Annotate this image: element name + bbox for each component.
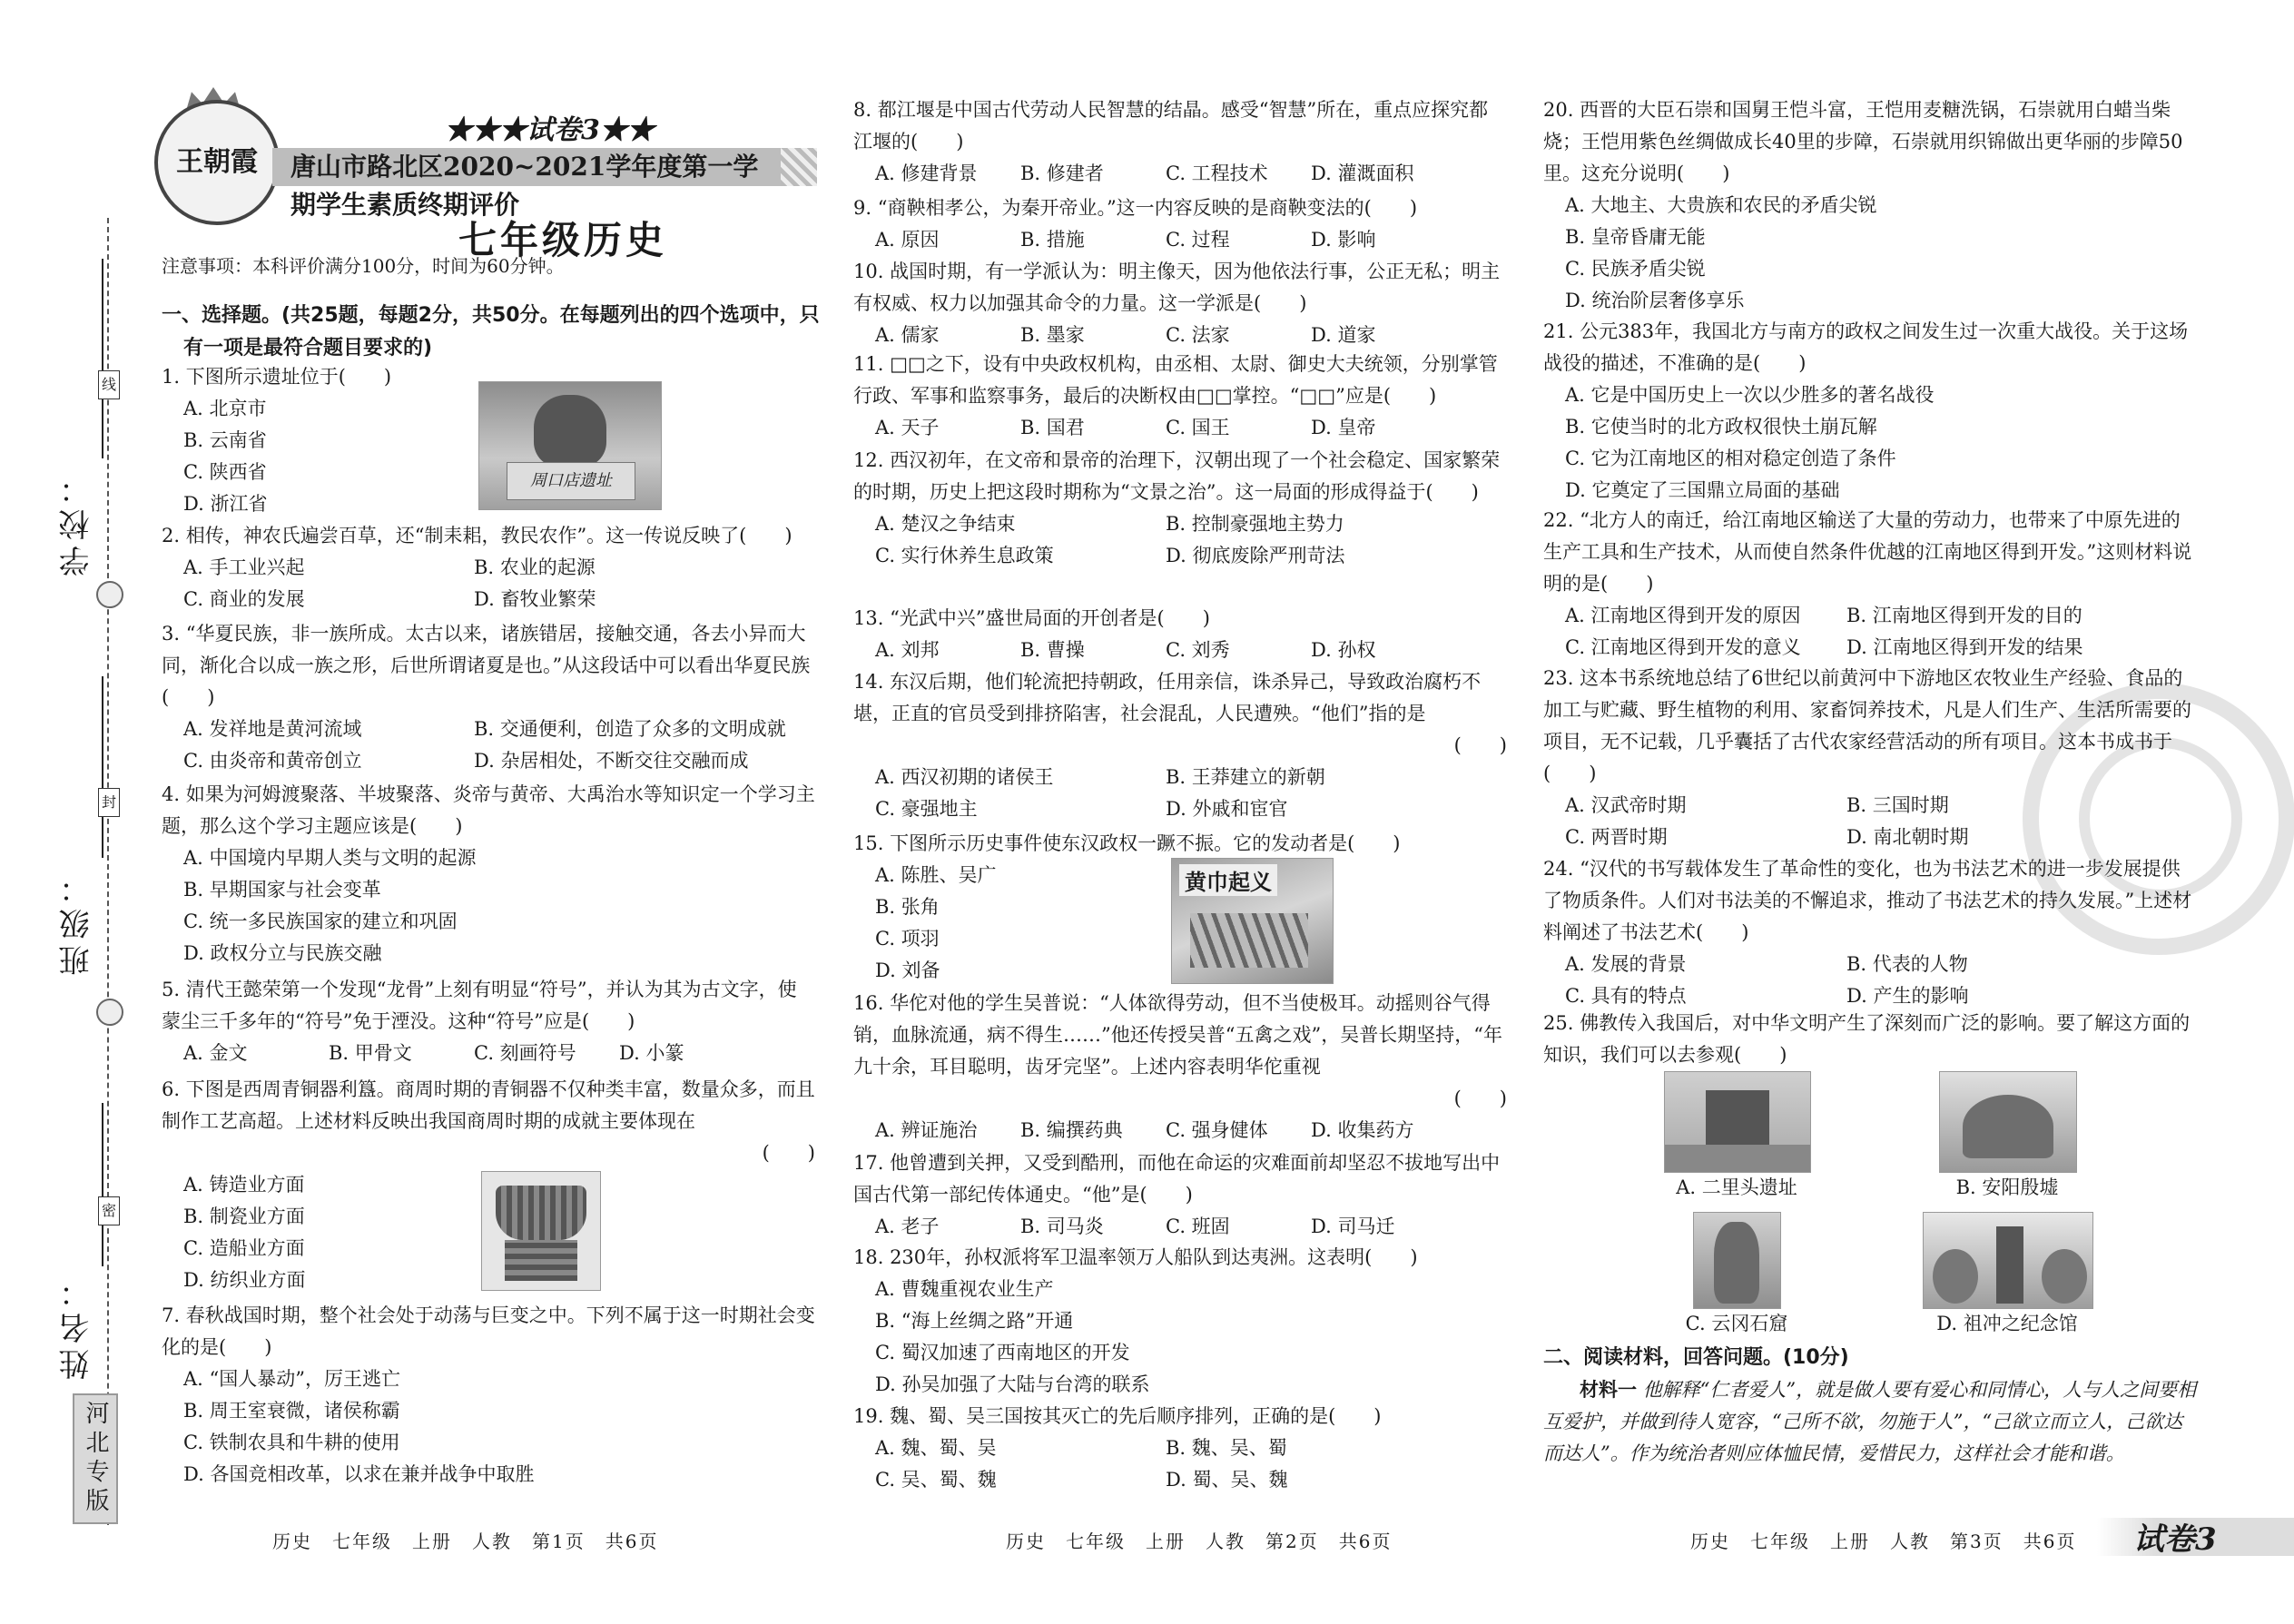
yellow-turban-painting: [1171, 858, 1334, 984]
notice: 注意事项：本科评价满分100分，时间为60分钟。: [162, 255, 565, 277]
question-stem: 12. 西汉初年，在文帝和景帝的治理下，汉朝出现了一个社会稳定、国家繁荣的时期，历史上把这段时期称为“文景之治”。这一局面的形成得益于( ): [853, 449, 1501, 503]
option: D. 产生的影响: [1846, 985, 1969, 1007]
option: B. 制瓷业方面: [183, 1206, 305, 1227]
option: B. 早期国家与社会变革: [183, 879, 381, 901]
option: A. 修建背景: [875, 162, 978, 184]
option: D. 各国竞相改革，以求在兼并战争中取胜: [183, 1463, 535, 1485]
binding-hole-icon: [96, 581, 123, 608]
option: D. 刘备: [875, 960, 940, 981]
option: C. 国王: [1166, 417, 1230, 438]
option: A. 铸造业方面: [183, 1174, 305, 1196]
option: A. 中国境内早期人类与文明的起源: [183, 847, 477, 869]
question-stem: 18. 230年，孙权派将军卫温率领万人船队到达夷洲。这表明( ): [853, 1246, 1418, 1268]
option: B. 三国时期: [1846, 794, 1949, 816]
question-stem: 23. 这本书系统地总结了6世纪以前黄河中下游地区农牧业生产经验、食品的加工与贮藏、野生植物的利用、家畜饲养技术，凡是人们生产、生活所需要的项目，无不记载，几乎囊括了古代农家经营活动的所有项目。这本书成书于( ): [1543, 667, 2191, 784]
answer-paren: ( ): [1453, 734, 1507, 756]
question-stem: 4. 如果为河姆渡聚落、半坡聚落、炎帝与黄帝、大禹治水等知识定一个学习主题，那么这个学习主题应该是( ): [162, 783, 815, 837]
option: A. 儒家: [875, 324, 940, 346]
question-stem: 11. □□之下，设有中央政权机构，由丞相、太尉、御史大夫统领，分别掌管行政、军事和监察事务，最后的决断权由□□掌控。“□□”应是( ): [853, 353, 1498, 407]
option: D. 小篆: [619, 1042, 684, 1064]
footer-page-2: 历史 七年级 上册 人教 第2页 共6页: [1006, 1530, 1393, 1552]
question-12: [853, 445, 1507, 572]
option: B. 国君: [1020, 417, 1085, 438]
option: D. 浙江省: [183, 493, 268, 515]
section1-title-line2: 有一项是最符合题目要求的): [183, 337, 433, 359]
option: A. 汉武帝时期: [1565, 794, 1687, 816]
footer-page-3: 历史 七年级 上册 人教 第3页 共6页: [1690, 1530, 2077, 1552]
option: C. 云冈石窟: [1685, 1313, 1788, 1334]
question-3: [162, 618, 815, 777]
option: A. 天子: [875, 417, 940, 438]
option: C. 项羽: [875, 928, 940, 950]
option: D. 皇帝: [1311, 417, 1376, 438]
option: D. 畜牧业繁荣: [474, 588, 596, 610]
bronze-gui-photo: [481, 1171, 601, 1291]
option: A. 刘邦: [875, 639, 940, 661]
question-2: [162, 520, 815, 615]
question-25: [1543, 1008, 2197, 1071]
option: B. “海上丝绸之路”开通: [875, 1310, 1074, 1332]
question-7: [162, 1300, 815, 1491]
question-stem: 14. 东汉后期，他们轮流把持朝政，任用亲信，诛杀异己，导致政治腐朽不堪，正直的官员受到排挤陷害，社会混乱，人民遭殃。“他们”指的是: [853, 671, 1482, 724]
option: D. 影响: [1311, 229, 1376, 251]
question-stem: 3. “华夏民族，非一族所成。太古以来，诸族错居，接触交通，各去小异而大同，渐化合以成一族之形，后世所谓诸夏是也。”从这段话中可以看出华夏民族( ): [162, 623, 811, 708]
section2-title: 二、阅读材料，回答问题。(10分): [1543, 1346, 1849, 1369]
option: D. 祖冲之纪念馆: [1936, 1313, 2078, 1334]
option: C. 两晋时期: [1565, 826, 1668, 848]
option: B. 甲骨文: [329, 1042, 412, 1064]
question-9: [853, 192, 1507, 256]
painting-title: 黄巾起义: [1179, 864, 1277, 896]
option: D. 彻底废除严刑苛法: [1166, 545, 1345, 566]
option: B. 控制豪强地主势力: [1166, 513, 1344, 535]
option: A. 江南地区得到开发的原因: [1565, 605, 1801, 626]
option: D. 收集药方: [1311, 1119, 1414, 1141]
subject-title: 七年级历史: [458, 218, 668, 262]
section1-title: [162, 300, 852, 365]
question-19: [853, 1401, 1507, 1496]
question-22: [1543, 505, 2197, 664]
option: C. 吴、蜀、魏: [875, 1469, 997, 1491]
option: B. 魏、吴、蜀: [1166, 1437, 1287, 1459]
option: D. 道家: [1311, 324, 1376, 346]
option: A. 原因: [875, 229, 940, 251]
question-4: [162, 779, 815, 969]
question-16: [853, 988, 1507, 1147]
material-1: [1543, 1374, 2197, 1470]
option: C. 刘秀: [1166, 639, 1230, 661]
option: B. 编撰药典: [1020, 1119, 1123, 1141]
option: B. 代表的人物: [1846, 953, 1968, 975]
option: A. 老子: [875, 1216, 940, 1237]
option: A. 二里头遗址: [1676, 1176, 1797, 1198]
photo-inscription: 周口店遗址: [507, 462, 635, 500]
exam-tag: ★★★试卷3★★: [445, 114, 655, 146]
option: D. 杂居相处，不断交往交融而成: [474, 750, 749, 772]
option: A. 发展的背景: [1565, 953, 1687, 975]
option: C. 铁制农具和牛耕的使用: [183, 1432, 400, 1453]
binding-hole-icon: [96, 999, 123, 1026]
question-10: [853, 256, 1507, 351]
question-stem: 19. 魏、蜀、吴三国按其灭亡的先后顺序排列，正确的是( ): [853, 1405, 1382, 1427]
option: A. 魏、蜀、吴: [875, 1437, 997, 1459]
question-stem: 1. 下图所示遗址位于( ): [162, 366, 392, 388]
option: B. 王莽建立的新朝: [1166, 766, 1325, 788]
question-stem: 15. 下图所示历史事件使东汉政权一蹶不振。它的发动者是( ): [853, 832, 1401, 854]
option: C. 工程技术: [1166, 162, 1268, 184]
material-1-label: 材料一: [1580, 1379, 1637, 1401]
option: B. 修建者: [1020, 162, 1104, 184]
question-8: [853, 94, 1507, 190]
binding-mark-xian: 线: [98, 370, 120, 399]
option: C. 蜀汉加速了西南地区的开发: [875, 1342, 1130, 1363]
question-5: [162, 974, 815, 1069]
option: C. 强身健体: [1166, 1119, 1268, 1141]
band-pattern: [781, 148, 817, 186]
question-stem: 13. “光武中兴”盛世局面的开创者是( ): [853, 607, 1210, 629]
yungang-photo: [1693, 1212, 1781, 1309]
option: D. 蜀、吴、魏: [1166, 1469, 1288, 1491]
option: B. 农业的起源: [474, 556, 596, 578]
option: A. 辨证施治: [875, 1119, 978, 1141]
zuchongzhi-photo: [1923, 1212, 2093, 1309]
question-stem: 10. 战国时期，有一学派认为：明主像天，因为他依法行事，公正无私；明主有权威、权力以加强其命令的力量。这一学派是( ): [853, 261, 1501, 314]
option: B. 司马炎: [1020, 1216, 1104, 1237]
option: B. 江南地区得到开发的目的: [1846, 605, 2082, 626]
class-label: 班级：: [59, 867, 95, 976]
question-stem: 7. 春秋战国时期，整个社会处于动荡与巨变之中。下列不属于这一时期社会变化的是( ): [162, 1304, 815, 1358]
option: C. 实行休养生息政策: [875, 545, 1054, 566]
question-18: [853, 1242, 1507, 1401]
question-stem: 2. 相传，神农氏遍尝百草，还“制耒耜，教民农作”。这一传说反映了( ): [162, 525, 793, 546]
question-stem: 8. 都江堰是中国古代劳动人民智慧的结晶。感受“智慧”所在，重点应探究都江堰的( ): [853, 99, 1489, 153]
question-stem: 24. “汉代的书写载体发生了革命性的变化，也为书法艺术的进一步发展提供了物质条件。人们对书法美的不懈追求，推动了书法艺术的持久发展。”上述材料阐述了书法艺术( ): [1543, 858, 2192, 943]
option: D. 孙权: [1311, 639, 1376, 661]
material-1-text: 他解释“仁者爱人”，就是做人要有爱心和同情心，人与人之间要相互爱护，并做到待人宽容，“己所不欲，勿施于人”，“己欲立而立人，己欲达而达人”。作为统治者则应体恤民情，爱惜民力，这样社会才能和谐。: [1543, 1379, 2197, 1464]
question-17: [853, 1147, 1507, 1243]
option: A. 手工业兴起: [183, 556, 305, 578]
option: C. 江南地区得到开发的意义: [1565, 636, 1801, 658]
option: C. 班固: [1166, 1216, 1230, 1237]
option: D. 政权分立与民族交融: [183, 942, 382, 964]
zhoukoudian-photo: [478, 381, 662, 510]
option: A. 曹魏重视农业生产: [875, 1278, 1054, 1300]
option: D. 江南地区得到开发的结果: [1846, 636, 2083, 658]
option: C. 过程: [1166, 229, 1230, 251]
name-blank: [102, 1103, 103, 1266]
answer-paren: ( ): [1453, 1088, 1507, 1109]
publisher-logo: 王朝霞: [154, 100, 280, 225]
erlitou-photo: [1664, 1071, 1811, 1173]
question-stem: 20. 西晋的大臣石崇和国舅王恺斗富，王恺用麦糖洗锅，石崇就用白蜡当柴烧；王恺用紫色丝绸做成长40里的步障，石崇就用织锦做出更华丽的步障50里。这充分说明( ): [1543, 99, 2183, 184]
question-stem: 9. “商鞅相孝公，为秦开帝业。”这一内容反映的是商鞅变法的( ): [853, 197, 1418, 219]
binding-mark-mi: 密: [98, 1196, 120, 1225]
footer-exam-tag: 试卷3: [2133, 1521, 2217, 1558]
binding-dashed-line: [107, 218, 109, 1525]
option: A. 大地主、大贵族和农民的矛盾尖锐: [1565, 194, 1877, 216]
question-13: [853, 603, 1507, 666]
school-blank: [102, 259, 103, 458]
question-stem: 5. 清代王懿荣第一个发现“龙骨”上刻有明显“符号”，并认为其为古文字，使蒙尘三千多年的“符号”免于湮没。这种“符号”应是( ): [162, 979, 797, 1032]
school-label: 学校：: [59, 468, 95, 576]
option: A. “国人暴动”，厉王逃亡: [183, 1368, 400, 1390]
option: D. 它奠定了三国鼎立局面的基础: [1565, 479, 1840, 501]
option: A. 它是中国历史上一次以少胜多的著名战役: [1565, 384, 1935, 406]
question-20: [1543, 94, 2197, 317]
question-stem: 25. 佛教传入我国后，对中华文明产生了深刻而广泛的影响。要了解这方面的知识，我们可以去参观( ): [1543, 1012, 2191, 1066]
question-stem: 16. 华佗对他的学生吴普说：“人体欲得劳动，但不当使极耳。动摇则谷气得销，血脉流通，病不得生……”他还传授吴普“五禽之戏”，吴普长期坚持，“年九十余，耳目聪明，齿牙完坚”。上述内容表明华佗重视: [853, 992, 1502, 1078]
option: C. 具有的特点: [1565, 985, 1687, 1007]
name-label: 姓名：: [59, 1271, 95, 1380]
option: C. 由炎帝和黄帝创立: [183, 750, 362, 772]
option: A. 西汉初期的诸侯王: [875, 766, 1054, 788]
question-23: [1543, 663, 2197, 853]
edition-label: 河北专版: [73, 1393, 118, 1524]
question-24: [1543, 853, 2197, 1012]
answer-paren: ( ): [762, 1142, 815, 1164]
question-stem: 6. 下图是西周青铜器利簋。商周时期的青铜器不仅种类丰富，数量众多，而且制作工艺高超。上述材料反映出我国商周时期的成就主要体现在: [162, 1078, 815, 1132]
option: B. 曹操: [1020, 639, 1085, 661]
option: D. 司马迁: [1311, 1216, 1395, 1237]
yinxu-photo: [1939, 1071, 2077, 1173]
option: B. 安阳殷墟: [1955, 1176, 2059, 1198]
option: C. 它为江南地区的相对稳定创造了条件: [1565, 448, 1896, 469]
option: A. 陈胜、吴广: [875, 864, 997, 886]
question-21: [1543, 316, 2197, 507]
option: D. 灌溉面积: [1311, 162, 1414, 184]
option: C. 民族矛盾尖锐: [1565, 258, 1706, 280]
option: D. 孙吴加强了大陆与台湾的联系: [875, 1373, 1150, 1395]
option: D. 外戚和宦官: [1166, 798, 1288, 820]
option: C. 造船业方面: [183, 1237, 305, 1259]
binding-mark-feng: 封: [98, 788, 120, 817]
option: C. 刻画符号: [474, 1042, 576, 1064]
option: C. 陕西省: [183, 461, 267, 483]
option: D. 南北朝时期: [1846, 826, 1969, 848]
footer-page-1: 历史 七年级 上册 人教 第1页 共6页: [272, 1530, 659, 1552]
option: B. 皇帝昏庸无能: [1565, 226, 1706, 248]
option: B. 云南省: [183, 429, 267, 451]
option: D. 统治阶层奢侈享乐: [1565, 290, 1745, 311]
question-stem: 17. 他曾遭到关押，又受到酷刑，而他在命运的灾难面前却坚忍不拔地写出中国古代第一部纪传体通史。“他”是( ): [853, 1152, 1501, 1206]
option: B. 墨家: [1020, 324, 1085, 346]
option: C. 法家: [1166, 324, 1230, 346]
option: A. 北京市: [183, 398, 267, 419]
option: B. 措施: [1020, 229, 1085, 251]
section1-title-line1: 一、选择题。(共25题，每题2分，共50分。在每题列出的四个选项中，只: [162, 304, 820, 327]
option: A. 发祥地是黄河流域: [183, 718, 362, 740]
option: C. 统一多民族国家的建立和巩固: [183, 910, 458, 932]
option: D. 纺织业方面: [183, 1269, 306, 1291]
question-stem: 22. “北方人的南迁，给江南地区输送了大量的劳动力，也带来了中原先进的生产工具和生产技术，从而使自然条件优越的江南地区得到开发。”这则材料说明的是( ): [1543, 509, 2192, 595]
question-11: [853, 349, 1507, 444]
option: B. 张角: [875, 896, 940, 918]
option: A. 楚汉之争结束: [875, 513, 1016, 535]
question-14: [853, 666, 1507, 825]
option: A. 金文: [183, 1042, 248, 1064]
option: B. 交通便利，创造了众多的文明成就: [474, 718, 786, 740]
option: B. 周王室衰微，诸侯称霸: [183, 1400, 400, 1422]
option: C. 商业的发展: [183, 588, 305, 610]
class-blank: [102, 676, 103, 858]
option: C. 豪强地主: [875, 798, 978, 820]
question-stem: 21. 公元383年，我国北方与南方的政权之间发生过一次重大战役。关于这场战役的描述，不准确的是( ): [1543, 320, 2189, 374]
exam-band-title: 唐山市路北区2020~2021学年度第一学期学生素质终期评价: [272, 148, 781, 186]
option: B. 它使当时的北方政权很快土崩瓦解: [1565, 416, 1877, 438]
